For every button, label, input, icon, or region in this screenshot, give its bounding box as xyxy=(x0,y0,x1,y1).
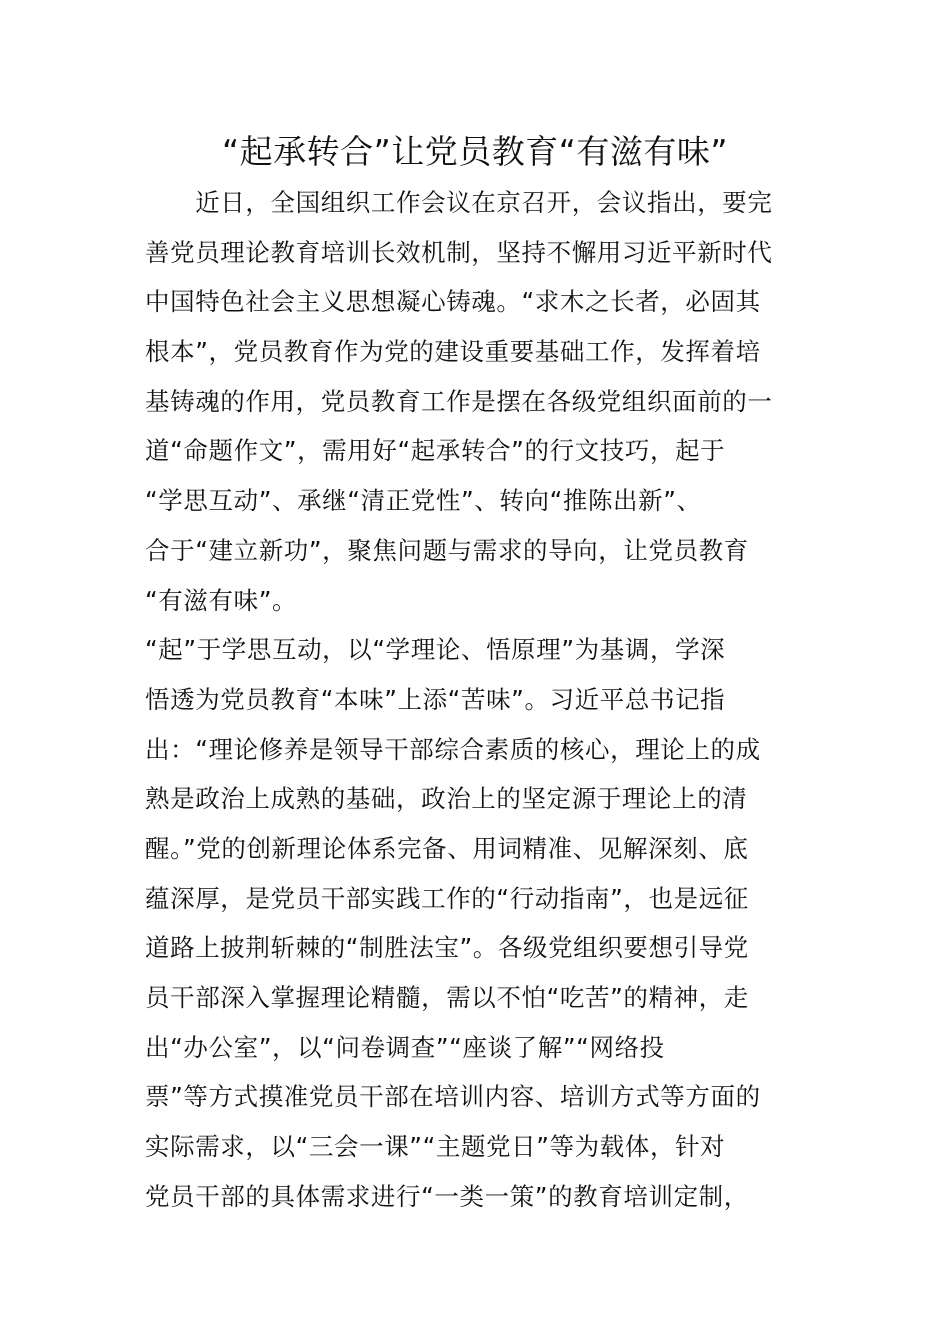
text-line: 出：“理论修养是领导干部综合素质的核心，理论上的成 xyxy=(145,734,761,764)
text-line: “学思互动”、承继“清正党性”、转向“推陈出新”、 xyxy=(145,486,702,516)
text-line: “起”于学思互动，以“学理论、悟原理”为基调，学深 xyxy=(145,635,726,665)
text-line: 醒。”党的创新理论体系完备、用词精准、见解深刻、底 xyxy=(145,833,749,863)
text-line: 悟透为党员教育“本味”上添“苦味”。习近平总书记指 xyxy=(145,684,726,714)
document-title: “起承转合”让党员教育“有滋有味” xyxy=(222,132,728,171)
text-line: 合于“建立新功”，聚焦问题与需求的导向，让党员教育 xyxy=(145,535,749,565)
text-line: 党员干部的具体需求进行“一类一策”的教育培训定制， xyxy=(145,1181,749,1211)
text-line: 员干部深入掌握理论精髓，需以不怕“吃苦”的精神，走 xyxy=(145,983,749,1012)
text-line: “有滋有味”。 xyxy=(145,585,298,615)
text-line: 熟是政治上成熟的基础，政治上的坚定源于理论上的清 xyxy=(145,784,748,814)
text-line: 实际需求，以“三会一课”“主题党日”等为载体，针对 xyxy=(145,1132,726,1162)
text-line: 道路上披荆斩棘的“制胜法宝”。各级党组织要想引导党 xyxy=(145,933,749,963)
text-line: 基铸魂的作用，党员教育工作是摆在各级党组织面前的一 xyxy=(145,386,773,416)
text-line: 出“办公室”，以“问卷调查”“座谈了解”“网络投 xyxy=(145,1032,665,1062)
text-line: 蕴深厚，是党员干部实践工作的“行动指南”，也是远征 xyxy=(145,883,749,913)
document-body xyxy=(145,178,809,1221)
text-line: 票”等方式摸准党员干部在培训内容、培训方式等方面的 xyxy=(145,1082,761,1112)
text-line: 近日，全国组织工作会议在京召开，会议指出，要完 xyxy=(145,188,773,217)
text-line: 根本”，党员教育作为党的建设重要基础工作，发挥着培 xyxy=(145,337,761,367)
text-line: 善党员理论教育培训长效机制，坚持不懈用习近平新时代 xyxy=(145,237,773,267)
text-line: 道“命题作文”，需用好“起承转合”的行文技巧，起于 xyxy=(145,436,726,466)
text-line: 中国特色社会主义思想凝心铸魂。“求木之长者，必固其 xyxy=(145,287,761,317)
